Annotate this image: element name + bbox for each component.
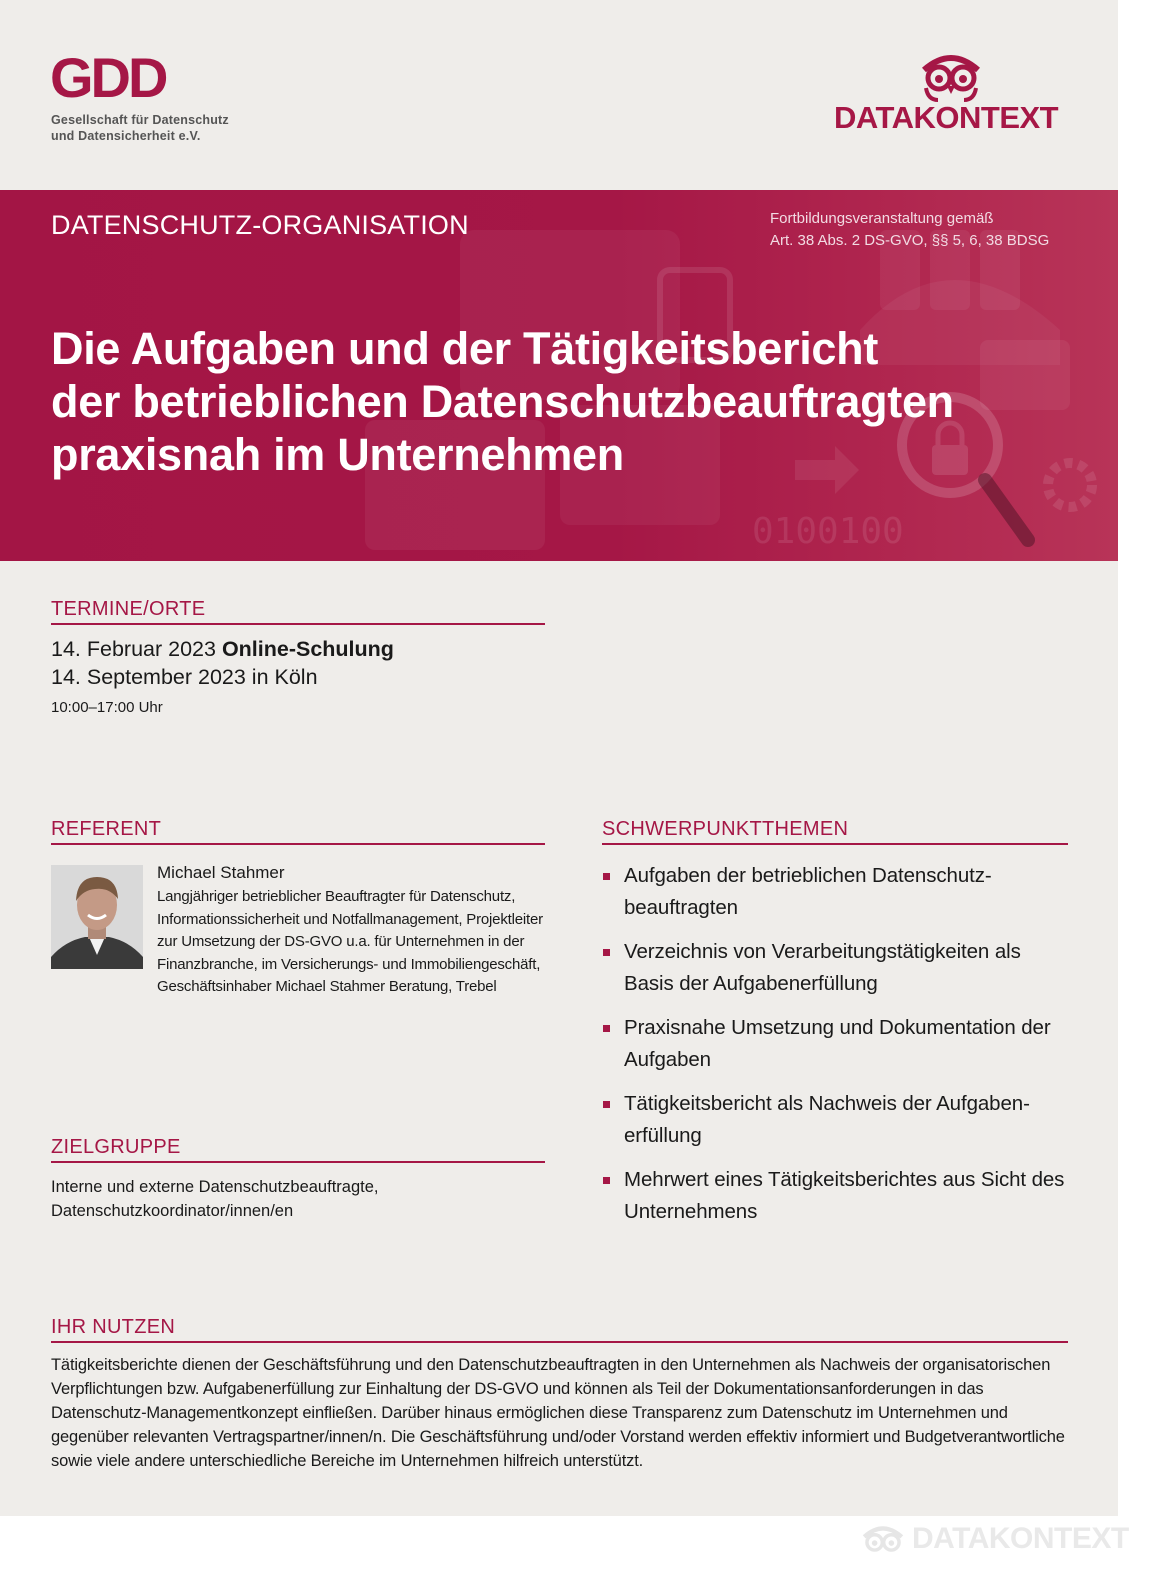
page-title (51, 322, 954, 481)
nutzen-text: Tätigkeitsberichte dienen der Geschäftsführung und den Datenschutzbeauftragten in den Unternehmen als Nachweis der organisatorischen Verpflichtungen bzw. Aufgabenerfüllung zur Einhaltung der DS-GVO und können als Teil der Dokumentationsanforderungen in das Datenschutz-Managementkonzept einfließen. Darüber hinaus ermöglichen diese Transparenz zum Datenschutz im Unternehmen und gegenüber relevanten Vertragspartner/innen/n. Die Geschäftsführung und/oder Vorstand werden effektiv informiert und Budgetverantwortliche sowie viele andere unterschiedliche Bereiche im Unternehmen hilfreich unterstützt. (51, 1356, 1065, 1470)
termin-2: 14. September 2023 in Köln (51, 665, 318, 689)
footer-logo-text: DATAKONTEXT (912, 1522, 1129, 1555)
termin-1 (51, 637, 394, 662)
fortbildung-line2: Art. 38 Abs. 2 DS-GVO, §§ 5, 6, 38 BDSG (770, 232, 1050, 249)
speaker-name: Michael Stahmer (157, 863, 285, 882)
gdd-logo (50, 52, 182, 102)
referent-heading: REFERENT (51, 818, 545, 845)
title-line3: praxisnah im Unternehmen (51, 429, 624, 480)
footer-logo (860, 1519, 1129, 1563)
speaker-bio: Langjähriger betrieblicher Beauftragter für Datenschutz, Informationssicherheit und Notfallmanagement, Projektleiter zur Umsetzung der DS-GVO u.a. für Unternehmen in der Finanzbranche, im Versicherungs- und Immobiliengeschäft, Geschäftsinhaber Michael Stahmer Beratung, Trebel (157, 888, 543, 995)
title-line1: Die Aufgaben und der Tätigkeitsbericht (51, 323, 879, 374)
gdd-subtitle-line2: und Datensicherheit e.V. (51, 129, 201, 143)
topic-text: Aufgaben der betrieblichen Datenschutzbeauftragten (624, 864, 992, 919)
topic-list (602, 860, 1072, 1240)
datakontext-logo (834, 50, 1074, 136)
bullet-icon (603, 949, 610, 956)
title-line2: der betrieblichen Datenschutzbeauftragten (51, 376, 954, 427)
termin-1-place: Online-Schulung (221, 637, 394, 661)
gdd-logo-text: GDD (50, 52, 166, 102)
datakontext-logo-text: DATAKONTEXT (834, 100, 1059, 135)
footer-owl-icon (860, 1521, 906, 1561)
bullet-icon (603, 1025, 610, 1032)
list-item (602, 936, 1072, 1000)
list-item (602, 1012, 1072, 1076)
list-item (602, 860, 1072, 924)
topic-text: Verzeichnis von Verarbeitungstätigkeiten als Basis der Aufgabenerfüllung (624, 940, 1021, 995)
list-item (602, 1164, 1072, 1228)
fortbildung-line1: Fortbildungsveranstaltung gemäß (770, 210, 994, 227)
event-time: 10:00–17:00 Uhr (51, 699, 163, 716)
zielgruppe-text: Interne und externe Datenschutzbeauftragte, Datenschutzkoordinator/innen/en (51, 1178, 379, 1220)
topic-text: Tätigkeitsbericht als Nachweis der Aufgabenerfüllung (624, 1092, 1030, 1147)
gdd-subtitle-line1: Gesellschaft für Datenschutz (51, 113, 229, 127)
title-banner (0, 190, 1118, 561)
termine-heading: TERMINE/ORTE (51, 598, 545, 625)
gdd-subtitle (51, 112, 229, 144)
nutzen-heading: IHR NUTZEN (51, 1316, 1068, 1343)
category-label: DATENSCHUTZ-ORGANISATION (51, 210, 469, 240)
topic-text: Mehrwert eines Tätigkeitsberichtes aus Sicht des Unternehmens (624, 1168, 1065, 1223)
binary-decoration: 0100100 (752, 511, 904, 552)
zielgruppe-heading: ZIELGRUPPE (51, 1136, 545, 1163)
list-item (602, 1088, 1072, 1152)
schwerpunkte-heading: SCHWERPUNKTTHEMEN (602, 818, 1068, 845)
bullet-icon (603, 1101, 610, 1108)
topic-text: Praxisnahe Umsetzung und Dokumentation der Aufgaben (624, 1016, 1051, 1071)
owl-icon (918, 50, 984, 102)
bullet-icon (603, 873, 610, 880)
termin-1-date: 14. Februar 2023 (51, 637, 216, 661)
speaker-photo (51, 865, 143, 969)
fortbildung-note (770, 208, 1049, 252)
bullet-icon (603, 1177, 610, 1184)
